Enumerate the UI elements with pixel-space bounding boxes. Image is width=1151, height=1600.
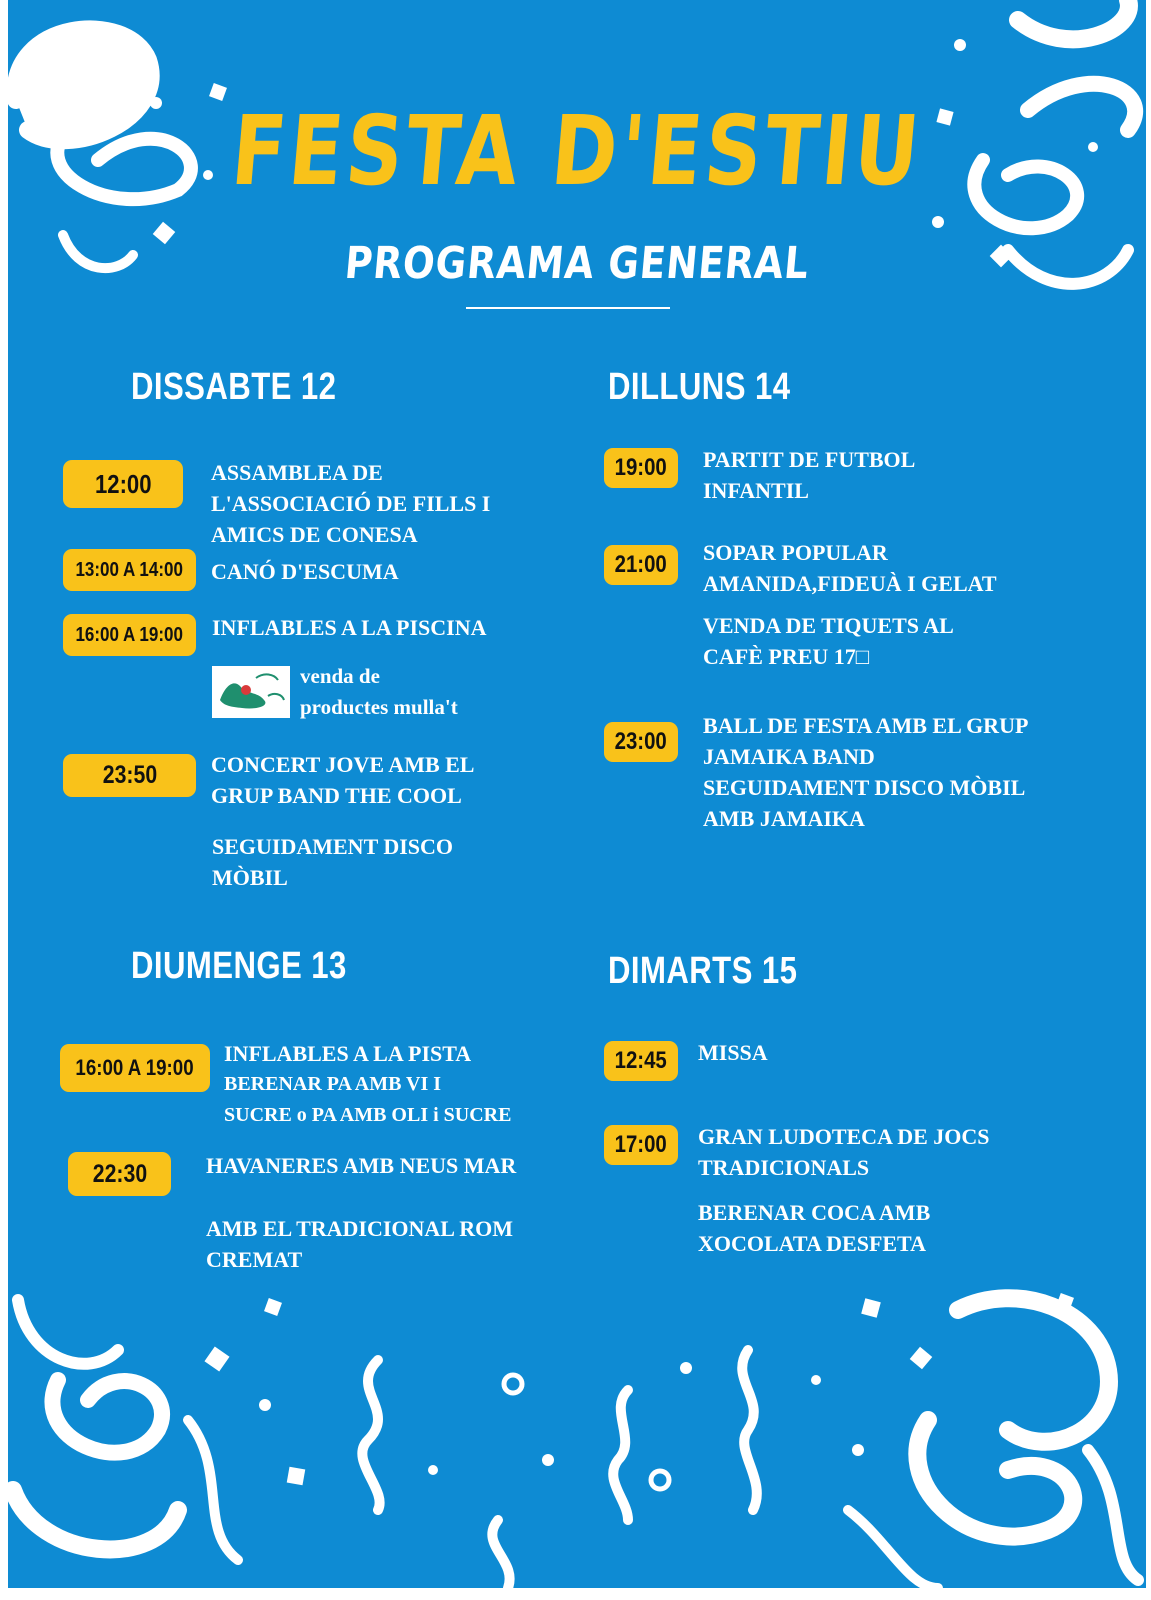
time-badge: 16:00 A 19:00: [60, 1044, 210, 1092]
title-divider: [466, 307, 670, 309]
event-text: SEGUIDAMENT DISCO MÒBIL: [212, 834, 454, 890]
time-badge: 23:50: [63, 754, 196, 797]
event-text: SOPAR POPULAR AMANIDA,FIDEUÀ I GELAT: [703, 540, 997, 596]
time-badge: 19:00: [604, 448, 678, 488]
time-badge: 23:00: [604, 722, 678, 762]
event-text: HAVANERES AMB NEUS MAR: [206, 1153, 517, 1178]
event-text: VENDA DE TIQUETS AL CAFÈ PREU 17□: [703, 613, 954, 669]
event-text: BERENAR COCA AMB XOCOLATA DESFETA: [698, 1200, 931, 1256]
event-text: GRAN LUDOTECA DE JOCS TRADICIONALS: [698, 1124, 990, 1180]
day-heading-diumenge: DIUMENGE 13: [131, 945, 347, 987]
event-text: venda de productes mulla't: [300, 664, 458, 719]
poster: [8, 0, 1146, 1588]
time-badge: 21:00: [604, 545, 678, 585]
time-badge: 13:00 A 14:00: [63, 549, 196, 591]
day-heading-dissabte: DISSABTE 12: [131, 366, 337, 408]
poster-title: FESTA D'ESTIU: [227, 95, 927, 207]
event-text: ASSAMBLEA DE L'ASSOCIACIÓ DE FILLS I AMICS DE CONESA: [211, 460, 491, 547]
event-text: BALL DE FESTA AMB EL GRUP JAMAIKA BAND SEGUIDAMENT DISCO MÒBIL AMB JAMAIKA: [703, 713, 1029, 831]
time-badge: 12:45: [604, 1041, 678, 1081]
event-text: INFLABLES A LA PISTA BERENAR PA AMB VI I SUCRE o PA AMB OLI i SUCRE: [224, 1041, 512, 1126]
time-badge: 12:00: [63, 460, 183, 508]
time-badge: 16:00 A 19:00: [63, 614, 196, 656]
time-badge: 22:30: [68, 1152, 171, 1196]
poster-subtitle: PROGRAMA GENERAL: [342, 238, 812, 289]
day-heading-dilluns: DILLUNS 14: [608, 366, 791, 408]
mullat-logo-icon: [212, 666, 290, 718]
event-text: CANÓ D'ESCUMA: [211, 559, 399, 584]
day-heading-dimarts: DIMARTS 15: [608, 950, 798, 992]
event-text: MISSA: [698, 1040, 768, 1065]
event-text: INFLABLES A LA PISCINA: [212, 615, 487, 640]
time-badge: 17:00: [604, 1125, 678, 1165]
event-text: AMB EL TRADICIONAL ROM CREMAT: [206, 1216, 514, 1272]
event-text: PARTIT DE FUTBOL INFANTIL: [703, 447, 916, 503]
event-text: CONCERT JOVE AMB EL GRUP BAND THE COOL: [211, 752, 475, 808]
